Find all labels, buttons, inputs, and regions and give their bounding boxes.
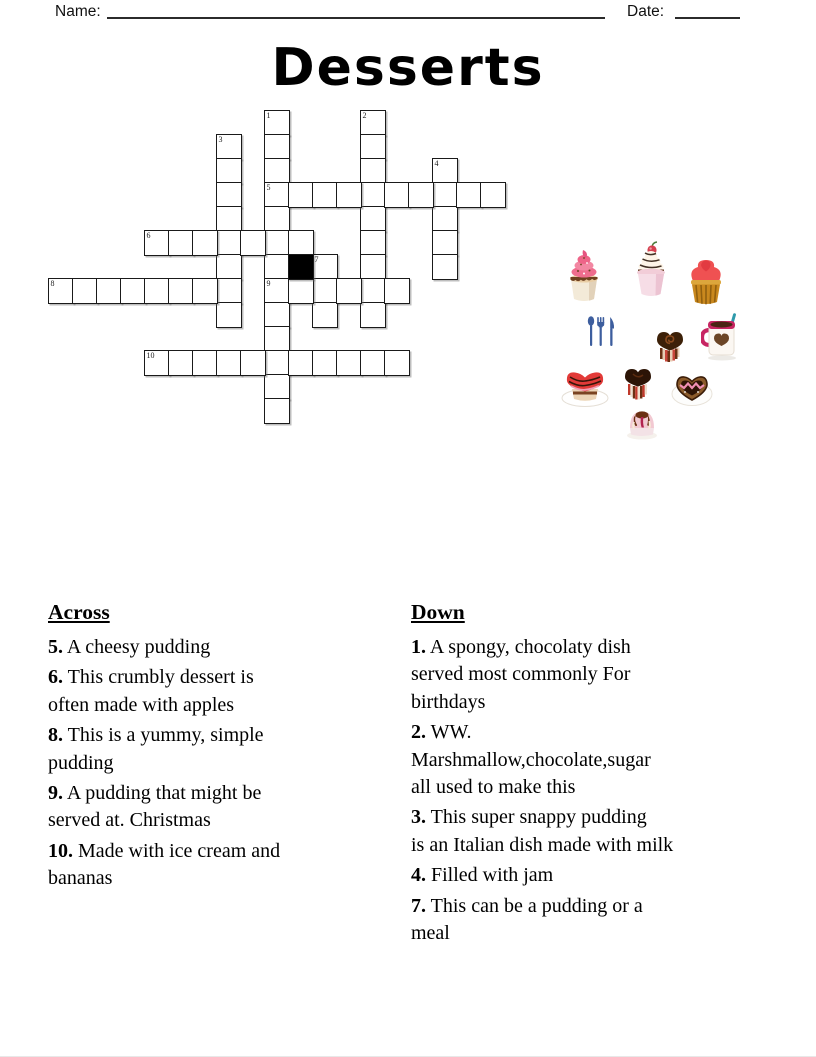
crossword-cell-r2-c13[interactable]	[360, 158, 386, 184]
red-heart-cupcake-icon	[684, 255, 728, 307]
clue-1: 1. A spongy, chocolaty dish served most commonly For birthdays	[411, 636, 631, 713]
crossword-cell-r7-c3[interactable]	[120, 278, 146, 304]
crossword-cell-r5-c8[interactable]	[240, 230, 266, 256]
crossword-cell-r7-c14[interactable]	[384, 278, 410, 304]
name-label: Name:	[55, 3, 101, 20]
crossword-cell-r3-c13[interactable]	[360, 182, 386, 208]
crossword-cell-r2-c7[interactable]	[216, 158, 242, 184]
clue-5: 5. A cheesy pudding	[48, 636, 211, 658]
crossword-cell-r7-c1[interactable]	[72, 278, 98, 304]
cell-number: 9	[266, 279, 271, 288]
date-fill-line[interactable]	[675, 17, 740, 19]
crossword-cell-r1-c9[interactable]	[264, 134, 290, 160]
crossword-cell-r10-c10[interactable]	[288, 350, 314, 376]
crossword-cell-r7-c13[interactable]	[360, 278, 386, 304]
crossword-cell-r7-c11[interactable]	[312, 278, 338, 304]
crossword-cell-r5-c7[interactable]	[216, 230, 242, 256]
crossword-cell-r5-c13[interactable]	[360, 230, 386, 256]
crossword-cell-r3-c10[interactable]	[288, 182, 314, 208]
crossword-cell-r3-c18[interactable]	[480, 182, 506, 208]
crossword-cell-r7-c2[interactable]	[96, 278, 122, 304]
crossword-cell-r5-c9[interactable]	[264, 230, 290, 256]
crossword-cell-r12-c9[interactable]	[264, 398, 290, 424]
crossword-cell-r10-c11[interactable]	[312, 350, 338, 376]
crossword-grid	[48, 110, 510, 428]
crossword-cell-r10-c9[interactable]	[264, 350, 290, 376]
crossword-cell-r4-c16[interactable]	[432, 206, 458, 232]
crossword-cell-r10-c6[interactable]	[192, 350, 218, 376]
crossword-cell-r6-c9[interactable]	[264, 254, 290, 280]
crossword-cell-r7-c5[interactable]	[168, 278, 194, 304]
crossword-cell-r5-c16[interactable]	[432, 230, 458, 256]
crossword-cell-r7-c4[interactable]	[144, 278, 170, 304]
crossword-cell-r7-c7[interactable]	[216, 278, 242, 304]
crossword-cell-r4-c7[interactable]	[216, 206, 242, 232]
clue-2: 2. WW. Marshmallow,chocolate,sugar all used to make this	[411, 721, 651, 799]
crossword-cell-r6-c7[interactable]	[216, 254, 242, 280]
crossword-cell-r3-c16[interactable]	[432, 182, 458, 208]
crossword-cell-r8-c7[interactable]	[216, 302, 242, 328]
crossword-cell-r8-c11[interactable]	[312, 302, 338, 328]
crossword-cell-r0-c13[interactable]	[360, 110, 386, 136]
clue-7: 7. This can be a pudding or a meal	[411, 894, 643, 945]
crossword-cell-r10-c4[interactable]	[144, 350, 170, 376]
crossword-cell-r2-c9[interactable]	[264, 158, 290, 184]
cell-number: 7	[314, 255, 319, 264]
crossword-cell-r8-c13[interactable]	[360, 302, 386, 328]
crossword-cell-r7-c9[interactable]	[264, 278, 290, 304]
crossword-cell-r9-c9[interactable]	[264, 326, 290, 352]
crossword-cell-r10-c5[interactable]	[168, 350, 194, 376]
blue-cutlery-icon	[586, 316, 616, 348]
crossword-cell-r3-c7[interactable]	[216, 182, 242, 208]
heart-cookie-on-plate-icon	[671, 373, 713, 407]
crossword-cell-r4-c9[interactable]	[264, 206, 290, 232]
crossword-cell-r3-c11[interactable]	[312, 182, 338, 208]
across-clue-list	[48, 634, 393, 893]
chocolate-heart-cake-icon	[652, 328, 688, 364]
cell-number: 1	[266, 111, 271, 120]
dessert-clipart	[548, 238, 753, 453]
black-cell	[288, 254, 314, 280]
crossword-cell-r10-c13[interactable]	[360, 350, 386, 376]
crossword-cell-r10-c12[interactable]	[336, 350, 362, 376]
crossword-cell-r4-c13[interactable]	[360, 206, 386, 232]
clue-8: 8. This is a yummy, simple pudding	[48, 724, 264, 774]
crossword-cell-r3-c12[interactable]	[336, 182, 362, 208]
striped-chocolate-heart-icon	[621, 365, 655, 403]
crossword-cell-r5-c5[interactable]	[168, 230, 194, 256]
cell-number: 4	[434, 159, 439, 168]
cherry-cupcake-icon	[630, 241, 672, 299]
crossword-cell-r10-c7[interactable]	[216, 350, 242, 376]
crossword-cell-r1-c13[interactable]	[360, 134, 386, 160]
across-clues	[48, 600, 393, 896]
crossword-cell-r7-c12[interactable]	[336, 278, 362, 304]
clue-6: 6. This crumbly dessert is often made with apples	[48, 666, 254, 716]
across-heading: Across	[48, 600, 110, 624]
crossword-cell-r8-c9[interactable]	[264, 302, 290, 328]
crossword-cell-r11-c9[interactable]	[264, 374, 290, 400]
crossword-cell-r5-c10[interactable]	[288, 230, 314, 256]
crossword-cell-r3-c15[interactable]	[408, 182, 434, 208]
crossword-cell-r7-c10[interactable]	[288, 278, 314, 304]
pink-swirl-cupcake-icon	[563, 248, 605, 304]
crossword-cell-r2-c16[interactable]	[432, 158, 458, 184]
name-fill-line[interactable]	[107, 17, 605, 19]
page-title: Desserts	[271, 38, 545, 98]
crossword-cell-r7-c6[interactable]	[192, 278, 218, 304]
crossword-cell-r3-c9[interactable]	[264, 182, 290, 208]
down-heading: Down	[411, 600, 465, 624]
cell-number: 5	[266, 183, 271, 192]
crossword-cell-r6-c13[interactable]	[360, 254, 386, 280]
cell-number: 8	[50, 279, 55, 288]
clue-9: 9. A pudding that might be served at. Christmas	[48, 782, 262, 832]
cell-number: 10	[146, 351, 155, 360]
hot-chocolate-mug-icon	[701, 313, 741, 361]
date-label: Date:	[627, 3, 665, 20]
pink-dome-cake-icon	[626, 406, 658, 440]
crossword-cell-r3-c14[interactable]	[384, 182, 410, 208]
down-clue-list	[411, 634, 796, 947]
crossword-cell-r0-c9[interactable]	[264, 110, 290, 136]
crossword-cell-r10-c14[interactable]	[384, 350, 410, 376]
clue-10: 10. Made with ice cream and bananas	[48, 839, 281, 890]
crossword-cell-r7-c0[interactable]	[48, 278, 74, 304]
clue-3: 3. This super snappy pudding is an Italian dish made with milk	[411, 806, 674, 856]
cell-number: 2	[362, 111, 367, 120]
crossword-cell-r6-c16[interactable]	[432, 254, 458, 280]
down-clues	[411, 600, 796, 950]
cell-number: 6	[146, 231, 151, 240]
cell-number: 3	[218, 135, 223, 144]
crossword-cell-r5-c6[interactable]	[192, 230, 218, 256]
crossword-cell-r3-c17[interactable]	[456, 182, 482, 208]
red-heart-cake-on-plate-icon	[561, 368, 609, 408]
clue-4: 4. Filled with jam	[411, 864, 554, 887]
crossword-cell-r6-c11[interactable]	[312, 254, 338, 280]
crossword-cell-r10-c8[interactable]	[240, 350, 266, 376]
crossword-cell-r1-c7[interactable]	[216, 134, 242, 160]
crossword-cell-r5-c4[interactable]	[144, 230, 170, 256]
